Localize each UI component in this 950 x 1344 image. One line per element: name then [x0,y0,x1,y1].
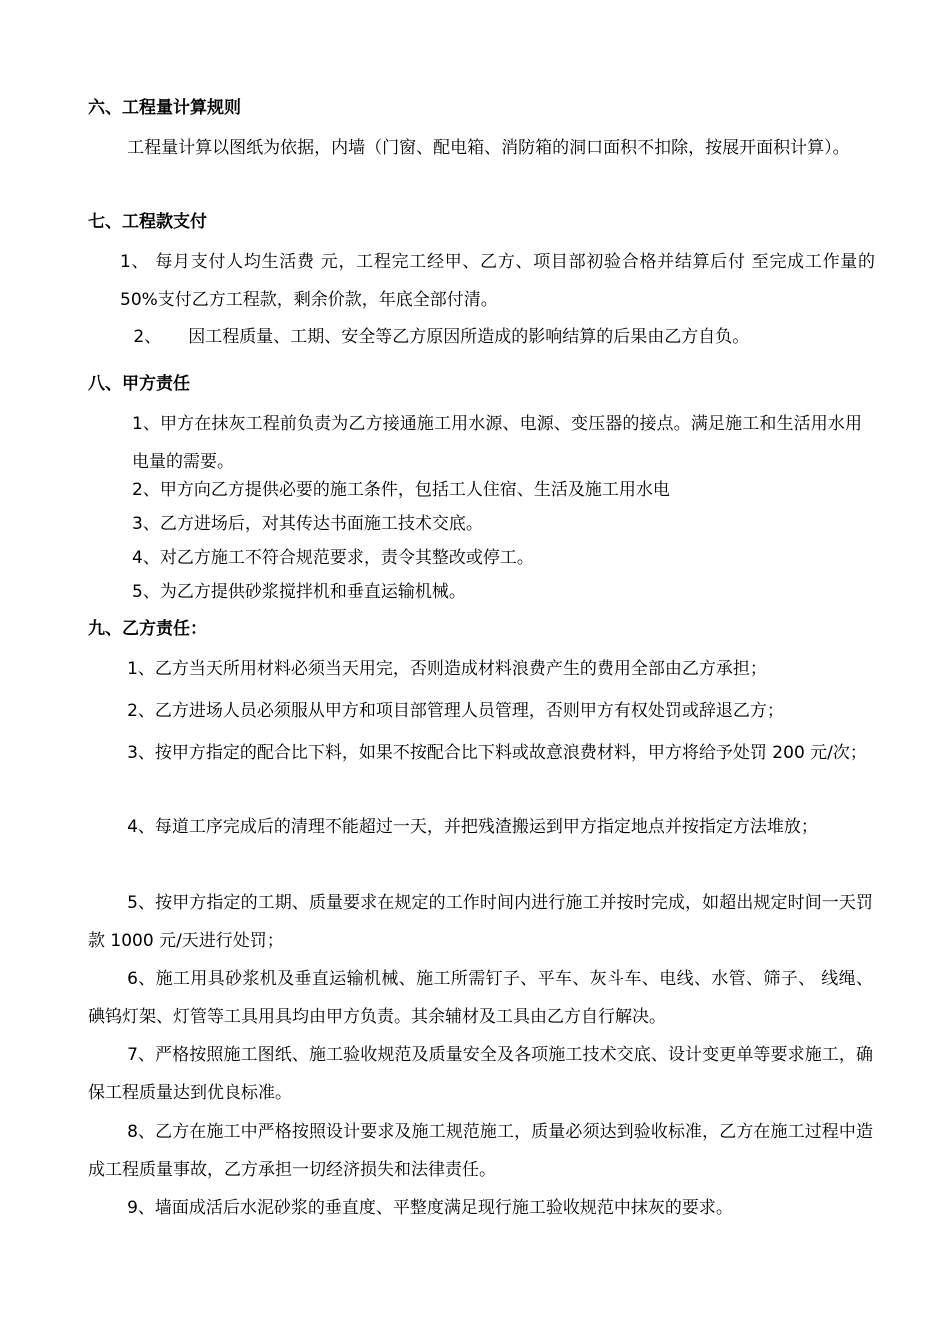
section-9-item-2: 2、乙方进场人员必须服从甲方和项目部管理人员管理，否则甲方有权处罚或辞退乙方； [127,701,784,721]
section-7-item-2: 2、 因工程质量、工期、安全等乙方原因所造成的影响结算的后果由乙方自负。 [128,327,750,347]
section-6-body: 工程量计算以图纸为依据，内墙（门窗、配电箱、消防箱的洞口面积不扣除，按展开面积计算）。 [127,138,850,158]
section-9-item-5: 5、按甲方指定的工期、质量要求在规定的工作时间内进行施工并按时完成，如超出规定时间一天罚款 1000 元/天进行处罚； [88,893,873,951]
section-8-item-4: 4、对乙方施工不符合规范要求，责令其整改或停工。 [132,548,534,568]
section-8-item-1: 1、甲方在抹灰工程前负责为乙方接通施工用水源、电源、变压器的接点。满足施工和生活用水用电量的需要。 [132,414,862,472]
section-9-item-7: 7、严格按照施工图纸、施工验收规范及质量安全及各项施工技术交底、设计变更单等要求施工，确保工程质量达到优良标准。 [88,1045,873,1103]
section-9-item-9: 9、墙面成活后水泥砂浆的垂直度、平整度满足现行施工验收规范中抹灰的要求。 [127,1198,733,1218]
section-9-item-4: 4、每道工序完成后的清理不能超过一天，并把残渣搬运到甲方指定地点并按指定方法堆放； [127,817,818,837]
section-6-heading: 六、工程量计算规则 [88,98,241,118]
section-7-item-1: 1、 每月支付人均生活费 元，工程完工经甲、乙方、项目部初验合格并结算后付 至完成工作量的 50%支付乙方工程款，剩余价款，年底全部付清。 [120,252,875,310]
section-8-heading: 八、甲方责任 [88,374,190,394]
section-7-heading: 七、工程款支付 [88,212,207,232]
section-9-item-8: 8、乙方在施工中严格按照设计要求及施工规范施工，质量必须达到验收标准，乙方在施工过程中造成工程质量事故，乙方承担一切经济损失和法律责任。 [88,1122,873,1180]
section-9-item-3: 3、按甲方指定的配合比下料，如果不按配合比下料或故意浪费材料，甲方将给予处罚 200 元/次； [127,743,867,763]
section-9-item-6: 6、施工用具砂浆机及垂直运输机械、施工所需钉子、平车、灰斗车、电线、水管、筛子、 线绳、碘钨灯架、灯管等工具用具均由甲方负责。其余辅材及工具由乙方自行解决。 [88,969,873,1027]
section-8-item-3: 3、乙方进场后，对其传达书面施工技术交底。 [132,514,483,534]
section-8-item-2: 2、甲方向乙方提供必要的施工条件，包括工人住宿、生活及施工用水电 [132,480,670,500]
section-9-heading: 九、乙方责任： [88,619,207,639]
section-9-item-1: 1、乙方当天所用材料必须当天用完，否则造成材料浪费产生的费用全部由乙方承担； [127,659,767,679]
section-8-item-5: 5、为乙方提供砂浆搅拌机和垂直运输机械。 [132,582,466,602]
